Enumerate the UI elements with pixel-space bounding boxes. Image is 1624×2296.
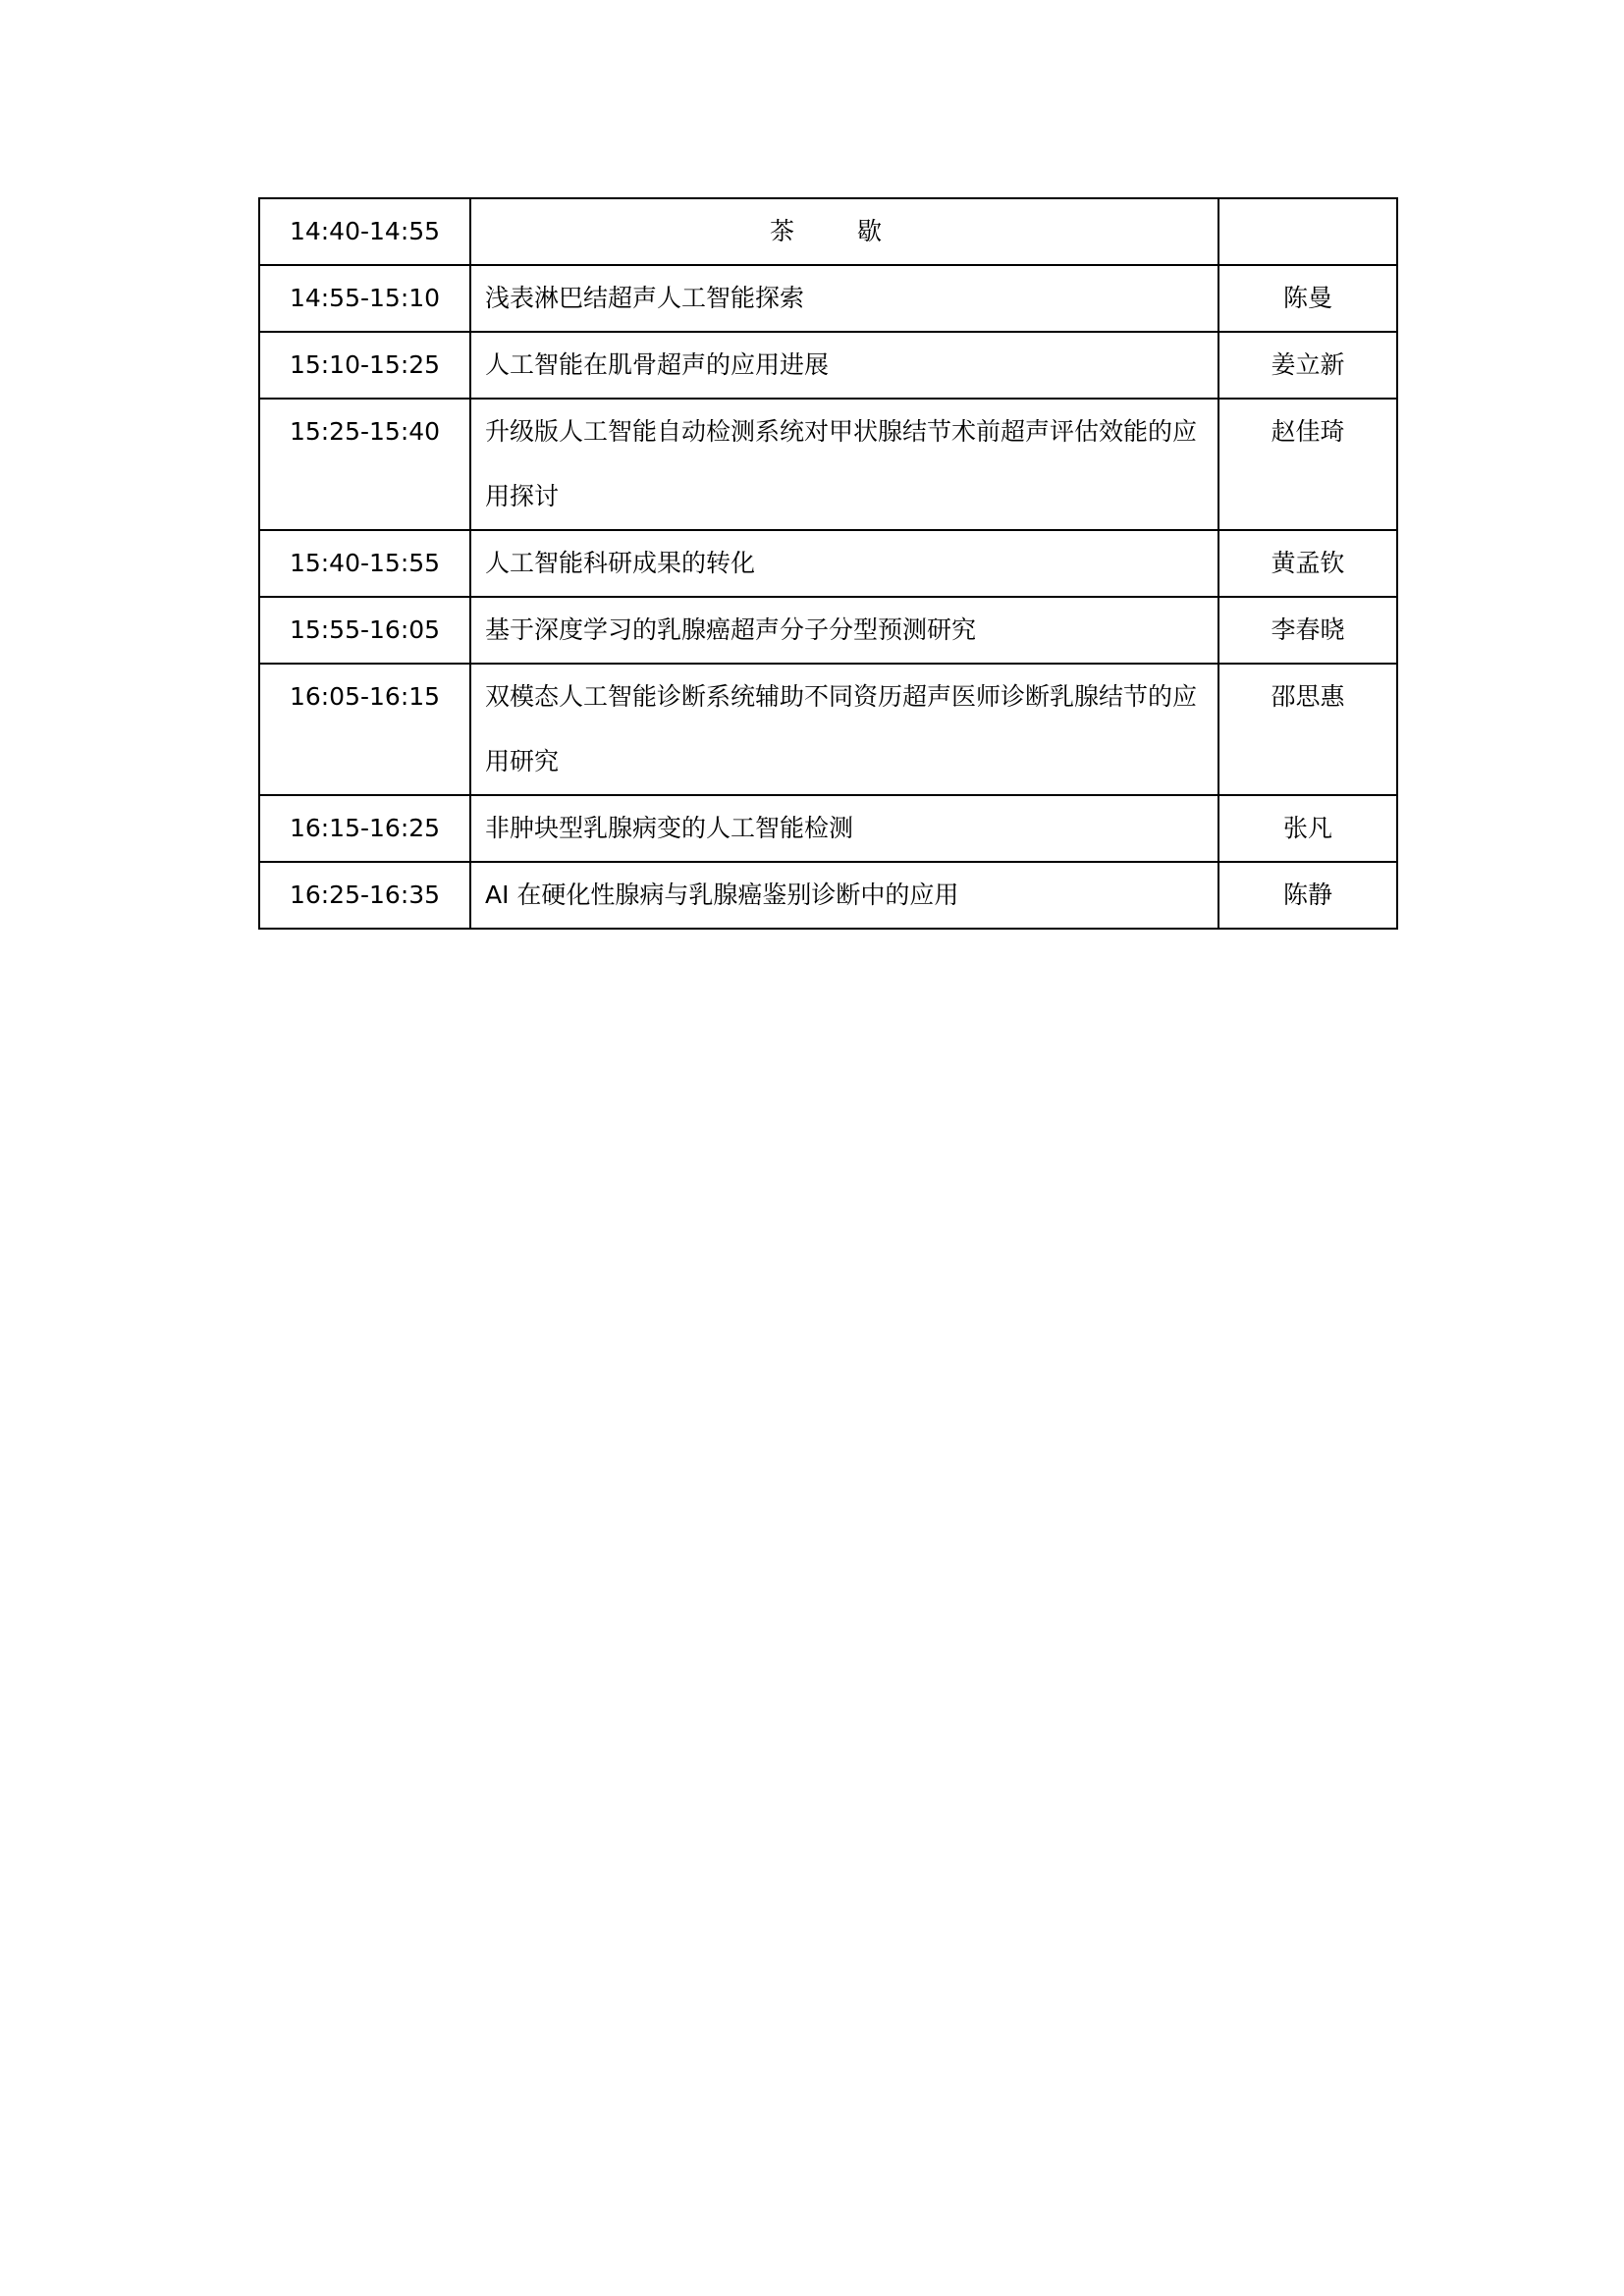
topic-cell: 人工智能科研成果的转化 — [470, 530, 1218, 597]
time-cell: 15:40-15:55 — [259, 530, 470, 597]
topic-cell: AI 在硬化性腺病与乳腺癌鉴别诊断中的应用 — [470, 862, 1218, 929]
table-row — [259, 399, 1397, 530]
speaker-cell: 邵思惠 — [1218, 664, 1397, 795]
speaker-cell: 张凡 — [1218, 795, 1397, 862]
time-cell: 16:05-16:15 — [259, 664, 470, 795]
speaker-cell — [1218, 198, 1397, 265]
time-cell: 14:40-14:55 — [259, 198, 470, 265]
table-row — [259, 530, 1397, 597]
table-row — [259, 597, 1397, 664]
table-row — [259, 664, 1397, 795]
speaker-cell: 陈静 — [1218, 862, 1397, 929]
table-row — [259, 265, 1397, 332]
schedule-table — [258, 197, 1398, 930]
speaker-cell: 赵佳琦 — [1218, 399, 1397, 530]
topic-cell: 人工智能在肌骨超声的应用进展 — [470, 332, 1218, 399]
table-row — [259, 332, 1397, 399]
topic-cell: 升级版人工智能自动检测系统对甲状腺结节术前超声评估效能的应用探讨 — [470, 399, 1218, 530]
table-row — [259, 198, 1397, 265]
time-cell: 16:15-16:25 — [259, 795, 470, 862]
table-row — [259, 862, 1397, 929]
speaker-cell: 黄孟钦 — [1218, 530, 1397, 597]
time-cell: 16:25-16:35 — [259, 862, 470, 929]
time-cell: 15:25-15:40 — [259, 399, 470, 530]
speaker-cell: 陈曼 — [1218, 265, 1397, 332]
time-cell: 15:10-15:25 — [259, 332, 470, 399]
topic-cell: 茶 歇 — [470, 198, 1218, 265]
topic-cell: 基于深度学习的乳腺癌超声分子分型预测研究 — [470, 597, 1218, 664]
time-cell: 15:55-16:05 — [259, 597, 470, 664]
time-cell: 14:55-15:10 — [259, 265, 470, 332]
topic-cell: 双模态人工智能诊断系统辅助不同资历超声医师诊断乳腺结节的应用研究 — [470, 664, 1218, 795]
topic-cell: 浅表淋巴结超声人工智能探索 — [470, 265, 1218, 332]
table-row — [259, 795, 1397, 862]
speaker-cell: 李春晓 — [1218, 597, 1397, 664]
speaker-cell: 姜立新 — [1218, 332, 1397, 399]
topic-cell: 非肿块型乳腺病变的人工智能检测 — [470, 795, 1218, 862]
